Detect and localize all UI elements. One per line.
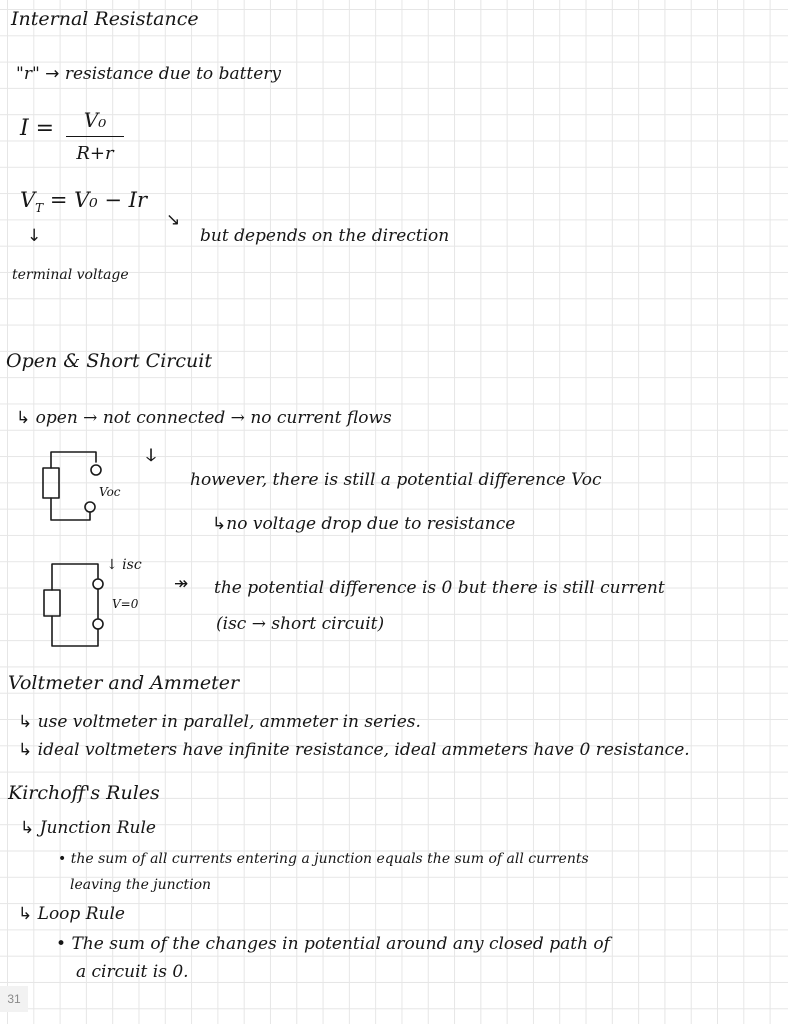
sub-arrow-icon: ↳ [18,712,38,732]
heading-kirchhoff-rules: Kirchoff's Rules [8,782,160,804]
open-circuit-subnote: no voltage drop due to resistance [226,514,516,534]
fraction-numerator: V₀ [83,108,107,132]
squiggle-arrow-icon: ↆ [146,444,157,466]
v-zero-label: V=0 [112,597,139,611]
loop-rule-text-1: The sum of the changes in potential around any closed path of [71,934,610,954]
meters-line-2 [18,742,690,759]
heading-internal-resistance: Internal Resistance [11,8,199,30]
meters-text-1: use voltmeter in parallel, ammeter in series. [37,712,421,732]
terminal-v: V [20,188,36,212]
open-terminal-bottom [85,502,95,512]
junction-rule-title: Junction Rule [39,818,156,838]
current-fraction [66,108,124,164]
open-terminal-top [91,465,101,475]
arrow-double-icon: ↠ [174,574,189,594]
open-circuit-wire-top [51,452,96,468]
short-circuit-note: the potential difference is 0 but there is still current [214,578,665,598]
short-circuit-subnote: (isc → short circuit) [216,614,385,634]
sub-arrow-icon: ↳ [16,408,36,428]
meters-line-1 [18,714,421,731]
isc-label: ↓ isc [106,557,142,573]
bullet-icon: • [58,851,71,867]
short-circuit-wire-bottom [52,616,98,646]
open-circuit-resistor [43,468,59,498]
sub-arrow-icon: ↳ [20,818,40,838]
sub-arrow-icon: ↳ [18,740,38,760]
sub-arrow-icon: ↳ [18,904,38,924]
r-symbol: "r" [16,64,40,84]
sign-direction-note: but depends on the direction [200,226,450,246]
open-circuit-subnote-line [212,516,515,533]
terminal-rhs: = V₀ − Ir [49,188,148,212]
r-definition-line [16,66,281,83]
sub-arrow-icon: ↳ [212,514,227,534]
arrow-right-icon: → [45,64,65,84]
terminal-voltage-equation [20,190,147,214]
junction-rule-text-2: leaving the junction [70,877,212,893]
loop-rule-text-2: a circuit is 0. [76,962,189,982]
junction-rule-text-1: the sum of all currents entering a junction equals the sum of all currents [70,851,589,867]
short-terminal-bottom [93,619,103,629]
short-circuit-diagram [40,556,110,652]
heading-open-short-circuit: Open & Short Circuit [6,350,212,372]
current-lhs: I = [20,116,55,141]
loop-rule-line-1 [56,936,610,953]
terminal-voltage-label: terminal voltage [12,267,129,283]
junction-rule-line-1 [58,852,589,866]
voc-label: Voc [99,485,121,499]
short-circuit-wire-top [52,564,98,590]
r-definition: resistance due to battery [64,64,282,84]
loop-rule-title: Loop Rule [37,904,125,924]
open-circuit-line [16,410,392,427]
open-circuit-text: open → not connected → no current flows [35,408,392,428]
short-circuit-resistor [44,590,60,616]
arrow-down-icon: ↓ [27,226,42,246]
loop-rule-title-line [18,906,125,923]
page-number: 31 [0,986,28,1012]
arrow-curve-icon: ↘ [166,210,181,230]
terminal-subscript: T [35,201,44,216]
heading-voltmeter-ammeter: Voltmeter and Ammeter [8,672,240,694]
open-circuit-note: however, there is still a potential difference Voc [190,470,602,490]
meters-text-2: ideal voltmeters have infinite resistance, ideal ammeters have 0 resistance. [37,740,690,760]
open-circuit-wire-bottom [51,498,90,520]
bullet-icon: • [56,934,72,954]
junction-rule-title-line [20,820,156,837]
short-terminal-top [93,579,103,589]
fraction-denominator: R+r [76,143,114,164]
